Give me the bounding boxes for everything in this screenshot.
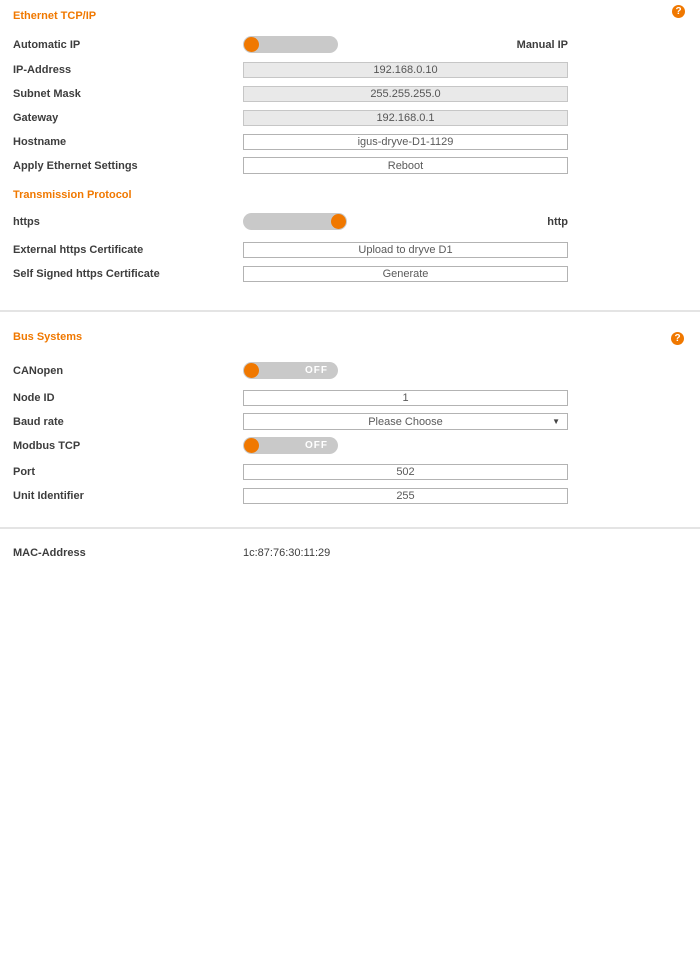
modbus-tcp-label: Modbus TCP: [13, 439, 81, 452]
mac-address-label: MAC-Address: [13, 547, 86, 559]
port-field[interactable]: [243, 464, 568, 480]
external-cert-row: [0, 242, 700, 258]
subnet-mask-label: Subnet Mask: [13, 88, 81, 100]
hostname-field[interactable]: [243, 134, 568, 150]
port-label: Port: [13, 466, 35, 478]
self-signed-cert-label: Self Signed https Certificate: [13, 268, 160, 280]
external-cert-label: External https Certificate: [13, 244, 144, 256]
generate-cert-button[interactable]: Generate: [243, 266, 568, 282]
node-id-label: Node ID: [13, 392, 55, 404]
node-id-row: [0, 390, 700, 406]
modbus-tcp-toggle[interactable]: [243, 437, 338, 454]
mac-address-row: [0, 546, 700, 560]
section-divider: [0, 527, 700, 529]
node-id-field[interactable]: [243, 390, 568, 406]
unit-identifier-row: [0, 488, 700, 504]
baud-rate-selected-value: Please Choose: [368, 415, 443, 428]
https-label: https: [13, 215, 40, 228]
section-divider: [0, 310, 700, 312]
mac-address-value: 1c:87:76:30:11:29: [243, 547, 331, 559]
ip-address-row: [0, 62, 700, 78]
ip-address-label: IP-Address: [13, 64, 72, 76]
baud-rate-row: [0, 413, 700, 430]
apply-ethernet-row: [0, 157, 700, 174]
upload-cert-button[interactable]: Upload to dryve D1: [243, 242, 568, 258]
gateway-label: Gateway: [13, 112, 59, 124]
hostname-row: [0, 134, 700, 150]
baud-rate-select[interactable]: [243, 413, 568, 430]
chevron-down-icon: ▼: [552, 416, 560, 426]
unit-identifier-field[interactable]: [243, 488, 568, 504]
baud-rate-label: Baud rate: [13, 415, 64, 428]
subnet-mask-row: [0, 86, 700, 102]
self-signed-cert-row: [0, 266, 700, 282]
toggle-knob-icon: [244, 363, 259, 378]
automatic-ip-label: Automatic IP: [13, 38, 81, 51]
modbus-tcp-toggle-state: OFF: [305, 440, 328, 451]
unit-identifier-label: Unit Identifier: [13, 490, 84, 502]
https-row: [0, 213, 700, 230]
help-icon[interactable]: ?: [672, 5, 685, 18]
port-row: [0, 464, 700, 480]
gateway-row: [0, 110, 700, 126]
hostname-label: Hostname: [13, 136, 67, 148]
gateway-field[interactable]: [243, 110, 568, 126]
automatic-ip-row: [0, 36, 700, 53]
bus-section-title: Bus Systems: [13, 331, 83, 343]
subnet-mask-field[interactable]: [243, 86, 568, 102]
canopen-toggle[interactable]: [243, 362, 338, 379]
canopen-toggle-state: OFF: [305, 365, 328, 376]
ethernet-section-title: Ethernet TCP/IP: [13, 10, 97, 22]
help-icon[interactable]: ?: [671, 332, 684, 345]
transmission-section-title: Transmission Protocol: [13, 189, 132, 201]
canopen-row: [0, 362, 700, 379]
reboot-button[interactable]: Reboot: [243, 157, 568, 174]
toggle-knob-icon: [244, 438, 259, 453]
ip-address-field[interactable]: [243, 62, 568, 78]
http-label: http: [547, 215, 568, 228]
modbus-tcp-row: [0, 437, 700, 454]
canopen-label: CANopen: [13, 364, 64, 377]
apply-ethernet-label: Apply Ethernet Settings: [13, 159, 138, 172]
manual-ip-label: Manual IP: [516, 38, 568, 51]
